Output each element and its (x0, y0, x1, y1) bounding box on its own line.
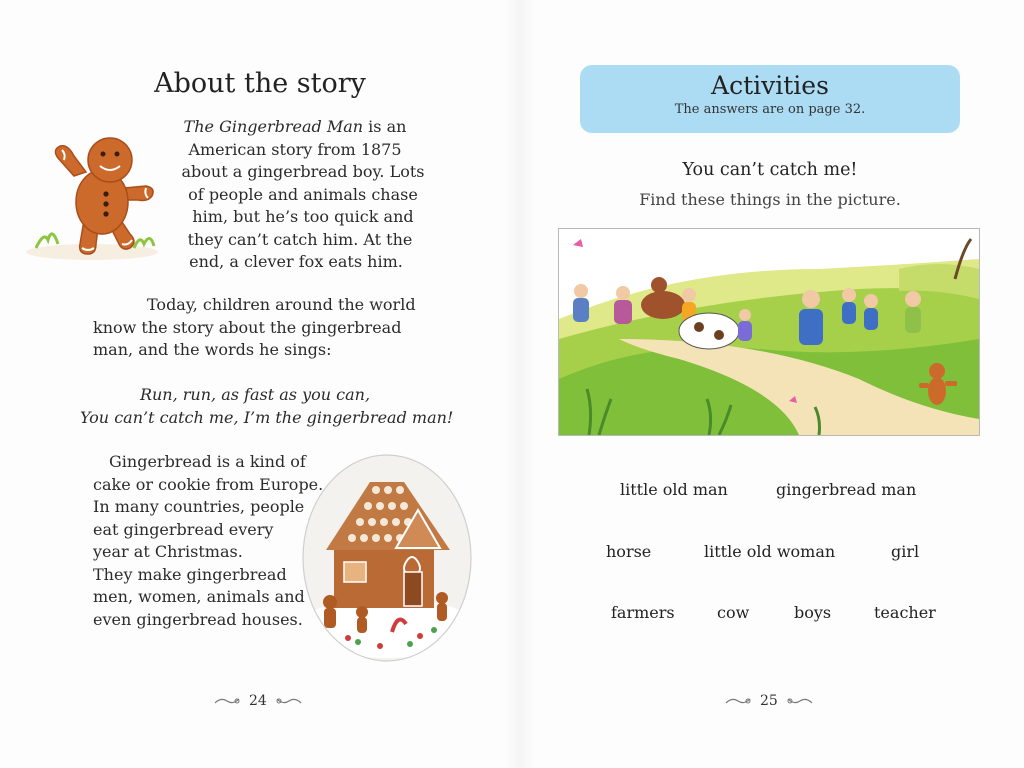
page-number-left (213, 693, 303, 709)
page-number: 25 (760, 693, 778, 709)
flourish-ornament-icon (213, 695, 241, 707)
book-gutter (505, 0, 535, 768)
story-paragraph-3 (93, 451, 324, 631)
flourish-ornament-icon (275, 695, 303, 707)
paragraph-line: eat gingerbread every (93, 519, 274, 539)
paragraph-line: men, women, animals and (93, 587, 305, 606)
paragraph-line: Gingerbread is a kind of (109, 452, 306, 471)
song-line: You can’t catch me, I’m the gingerbread man! (80, 407, 454, 427)
paragraph-line: year at Christmas. (93, 542, 243, 561)
paragraph-line: man, and the words he sings: (93, 340, 332, 359)
intro-line: of people and animals chase (188, 184, 418, 204)
paragraph-line: Today, children around the world (147, 295, 416, 314)
find-word: boys (794, 603, 832, 622)
activities-header-box (580, 65, 960, 133)
find-word: little old man (620, 480, 728, 499)
paragraph-line: cake or cookie from Europe. (93, 474, 324, 494)
page-title-about-the-story: About the story (154, 68, 366, 99)
gingerbread-song-quote (80, 384, 454, 429)
find-word: teacher (874, 603, 936, 622)
find-word: little old woman (704, 542, 836, 561)
intro-line: American story from 1875 (188, 139, 402, 159)
paragraph-line: know the story about the gingerbread (93, 317, 402, 337)
gingerbread-chase-scene-illustration (558, 228, 980, 436)
flourish-ornament-icon (786, 695, 814, 707)
activities-title: Activities (711, 71, 829, 100)
song-line: Run, run, as fast as you can, (139, 385, 371, 404)
page-number: 24 (249, 693, 267, 709)
story-intro-paragraph (160, 116, 430, 274)
gingerbread-man-illustration (14, 136, 164, 262)
flourish-ornament-icon (724, 695, 752, 707)
paragraph-line: even gingerbread houses. (93, 609, 303, 629)
intro-line: end, a clever fox eats him. (189, 252, 403, 271)
intro-line: about a gingerbread boy. Lots (181, 162, 425, 181)
page-number-right (724, 693, 814, 709)
intro-line: they can’t catch him. At the (187, 229, 413, 249)
paragraph-line: In many countries, people (93, 497, 305, 516)
intro-line: him, but he’s too quick and (192, 207, 414, 226)
activity-title: You can’t catch me! (682, 160, 858, 180)
find-word: gingerbread man (776, 480, 917, 499)
paragraph-line: They make gingerbread (93, 564, 287, 584)
activity-instruction: Find these things in the picture. (639, 190, 901, 209)
intro-line: The Gingerbread Man is an (183, 117, 407, 136)
find-word: horse (606, 542, 652, 561)
gingerbread-house-photo (300, 452, 474, 664)
activities-subtitle: The answers are on page 32. (674, 102, 866, 117)
find-word: farmers (611, 603, 675, 622)
find-word: girl (891, 542, 920, 561)
find-word: cow (717, 603, 750, 622)
story-paragraph-2 (93, 294, 416, 362)
